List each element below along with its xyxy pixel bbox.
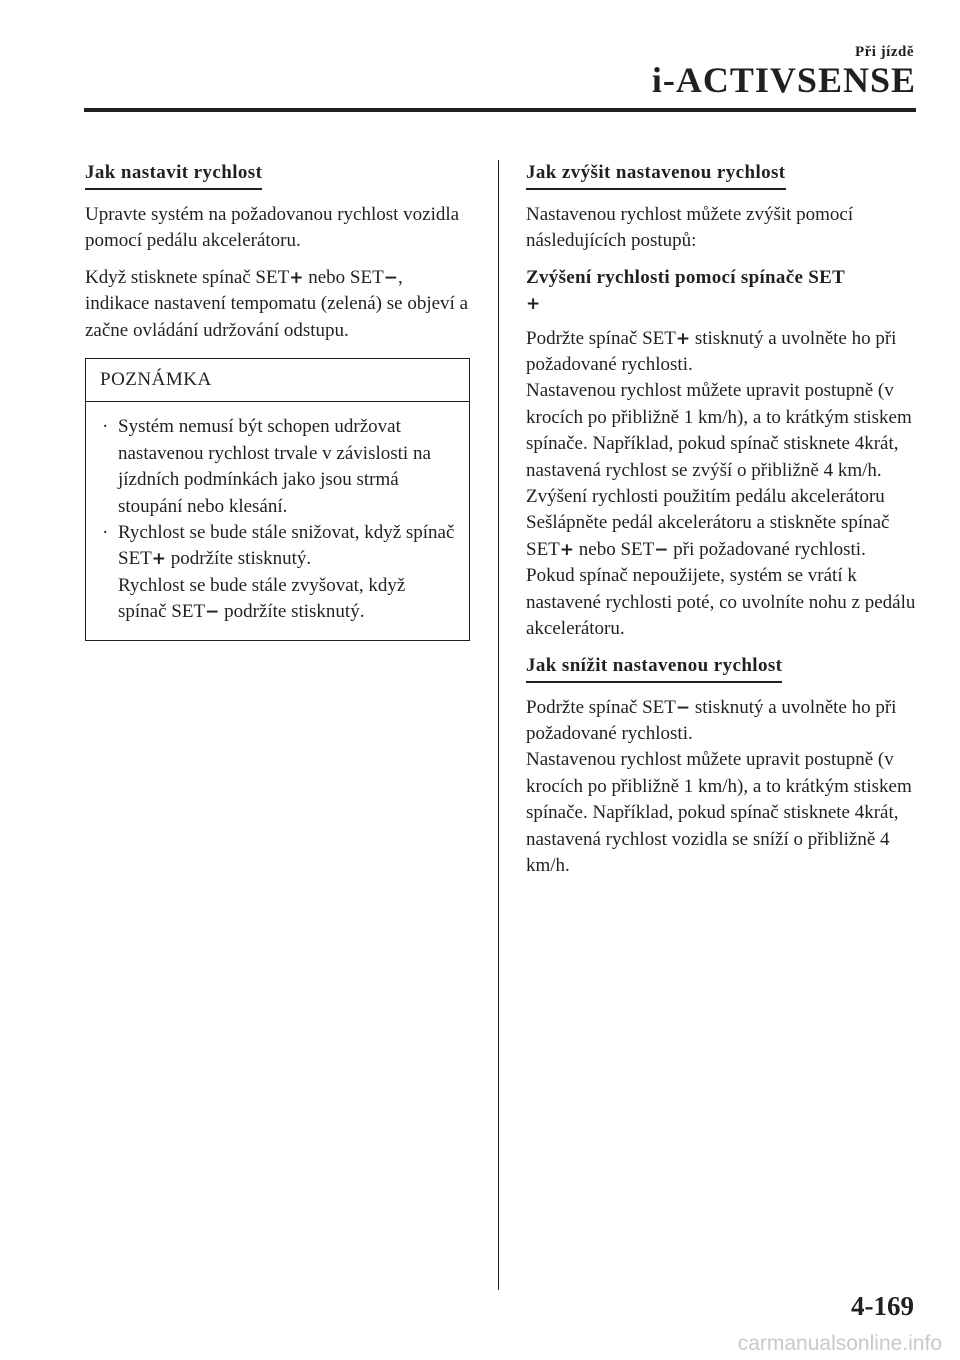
plus-symbol: + <box>675 328 691 349</box>
minus-symbol: − <box>383 267 398 288</box>
plus-symbol: + <box>151 549 167 570</box>
note-item: · Systém nemusí být schopen udržovat nastavenou rychlost trvale v závislosti na jízdních podmínkách jako jsou strmá stoupání nebo klesání. <box>102 416 431 517</box>
section-label: Při jízdě <box>854 44 914 60</box>
bullet-icon: · <box>102 522 109 544</box>
heading-set-speed: Jak nastavit rychlost <box>85 161 262 190</box>
chapter-title: i-ACTIVSENSE <box>651 60 916 100</box>
heading-decrease-speed: Jak snížit nastavenou rychlost <box>526 654 782 683</box>
note-box <box>85 358 470 641</box>
increase-intro: Nastavenou rychlost můžete zvýšit pomocí následujících postupů: <box>526 204 854 252</box>
plus-symbol: + <box>559 539 575 560</box>
plus-symbol: + <box>289 267 304 288</box>
note-body <box>86 402 469 639</box>
heading-increase-speed: Jak zvýšit nastavenou rychlost <box>526 161 786 190</box>
plus-symbol: + <box>526 294 541 315</box>
minus-symbol: − <box>675 697 691 718</box>
minus-symbol: − <box>654 539 669 560</box>
watermark: carmanualsonline.info <box>737 1332 942 1355</box>
page-number: 4-169 <box>851 1291 914 1321</box>
bullet-icon: · <box>102 416 109 438</box>
left-column <box>85 160 470 641</box>
note-item: · Rychlost se bude stále snižovat, když spínač SET+ podržíte stisknutý. Rychlost se bude stále zvyšovat, když spínač SET− podržíte stisknutý. <box>102 522 455 623</box>
column-divider <box>498 160 499 1290</box>
right-column <box>526 160 921 889</box>
decrease-paragraph: Podržte spínač SET− stisknutý a uvolněte ho při požadované rychlosti. Nastavenou rychlost můžete upravit postupně (v krocích po přibližně 1 km/h), a to krátkým stiskem spínače. Například, pokud spínač stisknete 4krát, nastavená rychlost vozidla se sníží o přibližně 4 km/h. <box>526 696 912 876</box>
set-speed-paragraph-2: Když stisknete spínač SET+ nebo SET−, indikace nastavení tempomatu (zelená) se objeví a začne ovládání udržování odstupu. <box>85 266 469 341</box>
note-title: POZNÁMKA <box>86 359 469 402</box>
subheading-set-plus: Zvýšení rychlosti pomocí spínače SET + <box>526 266 846 315</box>
increase-paragraph: Podržte spínač SET+ stisknutý a uvolněte ho při požadované rychlosti. Nastavenou rychlost můžete upravit postupně (v krocích po přibližně 1 km/h), a to krátkým stiskem spínače. Například, pokud spínač stisknete 4krát, nastavená rychlost se zvýší o přibližně 4 km/h. Zvýšení rychlosti použitím pedálu akcelerátoru Sešlápněte pedál akcelerátoru a stiskněte spínač SET+ nebo SET− při požadované rychlosti. Pokud spínač nepoužijete, systém se vrátí k nastavené rychlosti poté, co uvolníte nohu z pedálu akcelerátoru. <box>526 327 916 640</box>
header-rule <box>84 108 916 112</box>
minus-symbol: − <box>205 602 220 623</box>
set-speed-paragraph-1: Upravte systém na požadovanou rychlost vozidla pomocí pedálu akcelerátoru. <box>85 204 460 252</box>
